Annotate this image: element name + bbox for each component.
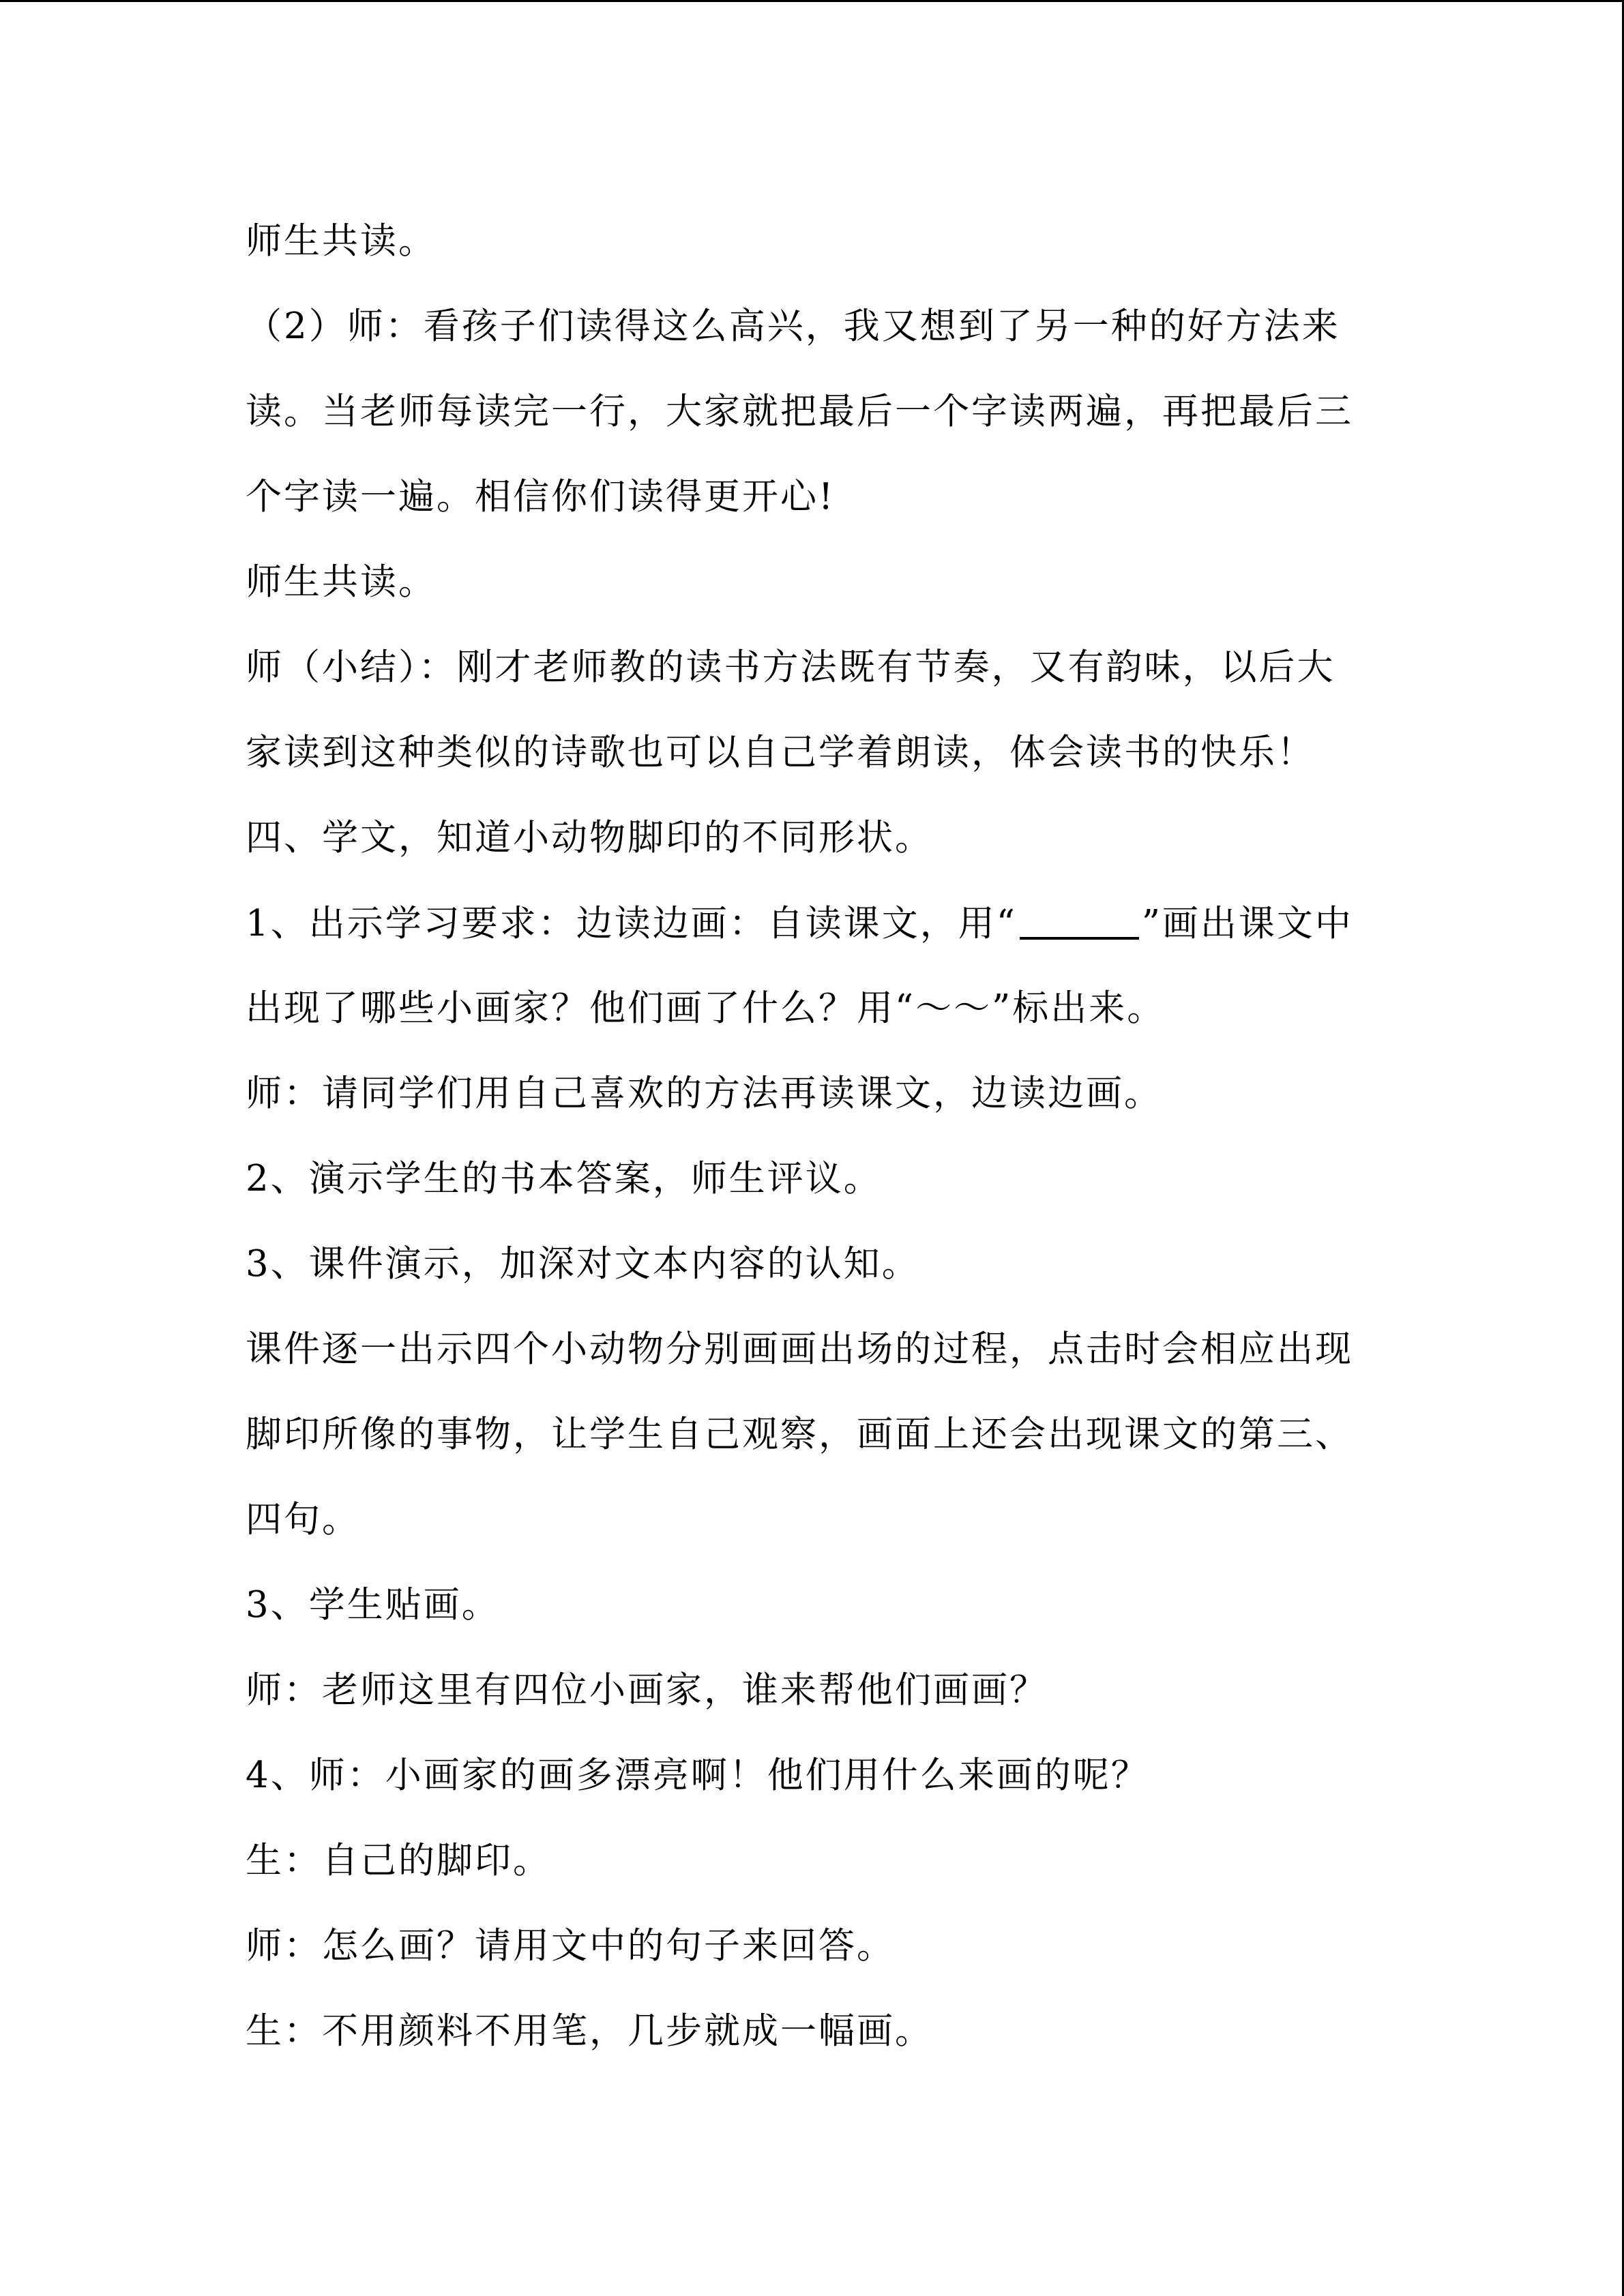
text-line: 师：请同学们用自己喜欢的方法再读课文，边读边画。 <box>246 1073 1162 1114</box>
text-line: 出现了哪些小画家？他们画了什么？用“～～”标出来。 <box>246 987 1166 1029</box>
text-line: 师：老师这里有四位小画家，谁来帮他们画画？ <box>246 1669 1048 1711</box>
document-body <box>246 210 1391 2085</box>
text-line: 脚印所像的事物，让学生自己观察，画面上还会出现课文的第三、 <box>246 1414 1353 1455</box>
section-heading: 四、学文，知道小动物脚印的不同形状。 <box>246 817 933 859</box>
text-line: 生：自己的脚印。 <box>246 1840 551 1881</box>
text-line: 3、学生贴画。 <box>246 1584 500 1626</box>
text-line: 生：不用颜料不用笔，几步就成一幅画。 <box>246 2010 933 2052</box>
text-segment: ”画出课文中 <box>1141 903 1353 944</box>
text-line: 四句。 <box>246 1499 360 1540</box>
text-segment: 1、出示学习要求：边读边画：自读课文，用“ <box>246 903 1017 944</box>
text-line-with-blank <box>246 892 1391 977</box>
text-line: 家读到这种类似的诗歌也可以自己学着朗读，体会读书的快乐！ <box>246 732 1315 773</box>
text-line: （2）师：看孩子们读得这么高兴，我又想到了另一种的好方法来 <box>246 305 1340 347</box>
text-line: 师生共读。 <box>246 220 437 262</box>
text-line: 2、演示学生的书本答案，师生评议。 <box>246 1158 882 1199</box>
text-line: 师（小结）：刚才老师教的读书方法既有节奏，又有韵味，以后大 <box>246 646 1335 688</box>
text-line: 读。当老师每读完一行，大家就把最后一个字读两遍，再把最后三 <box>246 391 1353 432</box>
underline-blank <box>1020 896 1139 940</box>
text-line: 师生共读。 <box>246 561 437 603</box>
text-line: 课件逐一出示四个小动物分别画画出场的过程，点击时会相应出现 <box>246 1328 1353 1370</box>
text-line: 个字读一遍。相信你们读得更开心! <box>246 476 836 518</box>
text-line: 4、师：小画家的画多漂亮啊！他们用什么来画的呢？ <box>246 1755 1149 1796</box>
text-line: 师：怎么画？请用文中的句子来回答。 <box>246 1925 895 1967</box>
text-line: 3、课件演示，加深对文本内容的认知。 <box>246 1243 920 1285</box>
